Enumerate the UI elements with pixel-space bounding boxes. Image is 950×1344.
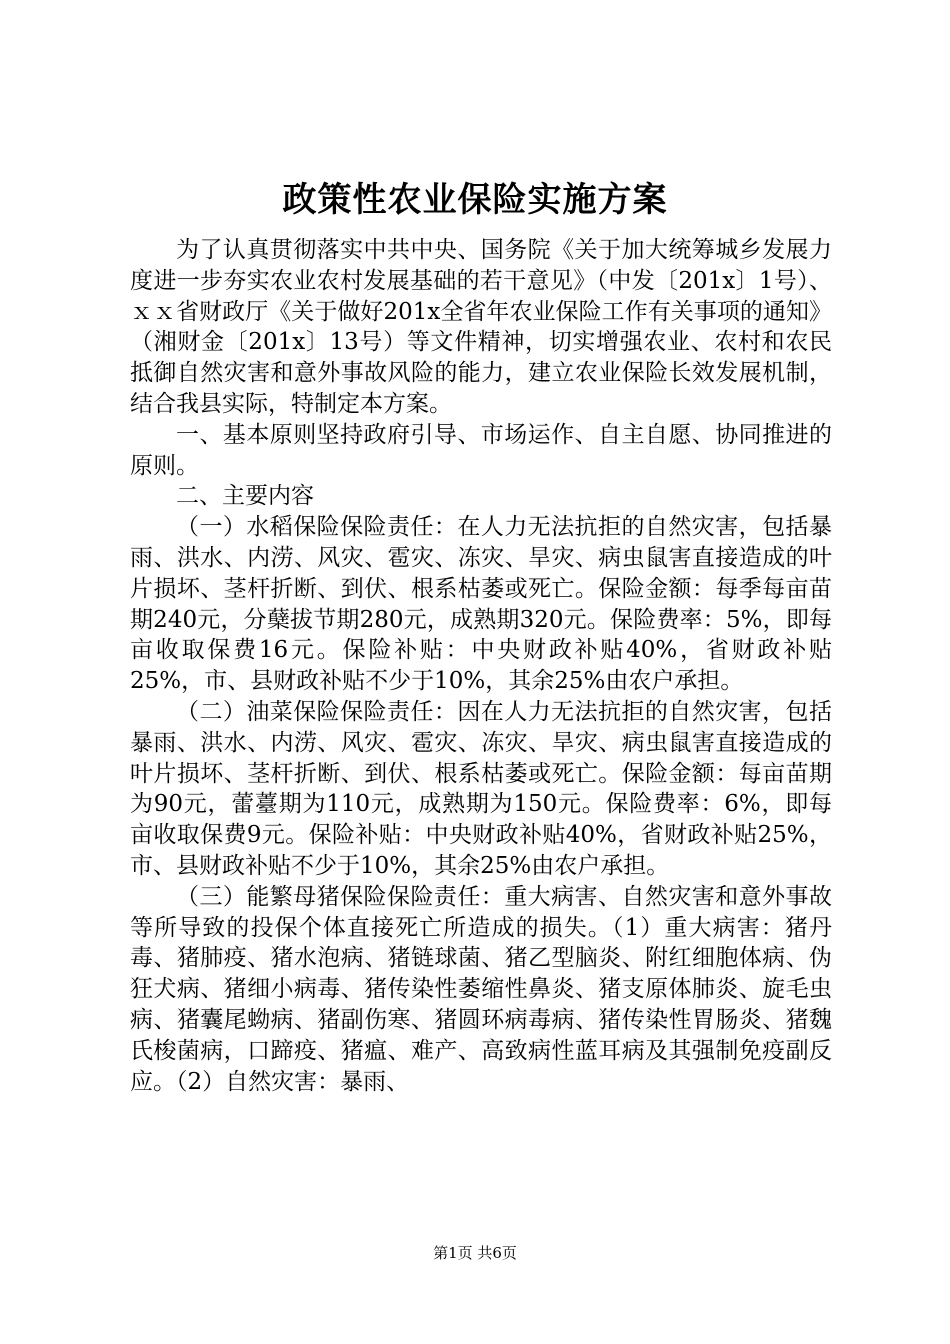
paragraph-intro: 为了认真贯彻落实中共中央、国务院《关于加大统筹城乡发展力度进一步夯实农业农村发展基础的若干意见》（中发〔201x〕1号）、ｘｘ省财政厅《关于做好201x全省年农业保险工作有关事项的通知》（湘财金〔201x〕13号）等文件精神，切实增强农业、农村和农民抵御自然灾害和意外事故风险的能力，建立农业保险长效发展机制，结合我县实际，特制定本方案。 <box>130 237 832 417</box>
paragraph-rapeseed-insurance: （二）油菜保险保险责任：因在人力无法抗拒的自然灾害，包括暴雨、洪水、内涝、风灾、雹灾、冻灾、旱灾、病虫鼠害直接造成的叶片损坏、茎杆折断、到伏、根系枯萎或死亡。保险金额：每亩苗期为90元，蕾薹期为110元，成熟期为150元。保险费率：6%，即每亩收取保费9元。保险补贴：中央财政补贴40%，省财政补贴25%，市、县财政补贴不少于10%，其余25%由农户承担。 <box>130 698 832 879</box>
paragraph-rice-insurance: （一）水稻保险保险责任：在人力无法抗拒的自然灾害，包括暴雨、洪水、内涝、风灾、雹灾、冻灾、旱灾、病虫鼠害直接造成的叶片损坏、茎杆折断、到伏、根系枯萎或死亡。保险金额：每季每亩苗期240元，分蘖拔节期280元，成熟期320元。保险费率：5%，即每亩收取保费16元。保险补贴：中央财政补贴40%，省财政补贴25%，市、县财政补贴不少于10%，其余25%由农户承担。 <box>130 514 832 695</box>
page-footer: 第1页 共6页 <box>433 1244 517 1262</box>
paragraph-sow-insurance: （三）能繁母猪保险保险责任：重大病害、自然灾害和意外事故等所导致的投保个体直接死亡所造成的损失。（1）重大病害：猪丹毒、猪肺疫、猪水泡病、猪链球菌、猪乙型脑炎、附红细胞体病、伪狂犬病、猪细小病毒、猪传染性萎缩性鼻炎、猪支原体肺炎、旋毛虫病、猪囊尾蚴病、猪副伤寒、猪圆环病毒病、猪传染性胃肠炎、猪魏氏梭菌病，口蹄疫、猪瘟、难产、高致病性蓝耳病及其强制免疫副反应。（2）自然灾害：暴雨、 <box>130 883 832 1095</box>
paragraph-main-content-heading: 二、主要内容 <box>176 483 314 510</box>
paragraph-basic-principle: 一、基本原则坚持政府引导、市场运作、自主自愿、协同推进的原则。 <box>130 421 832 479</box>
document-title: 政策性农业保险实施方案 <box>282 180 668 220</box>
document-body <box>130 235 832 1097</box>
